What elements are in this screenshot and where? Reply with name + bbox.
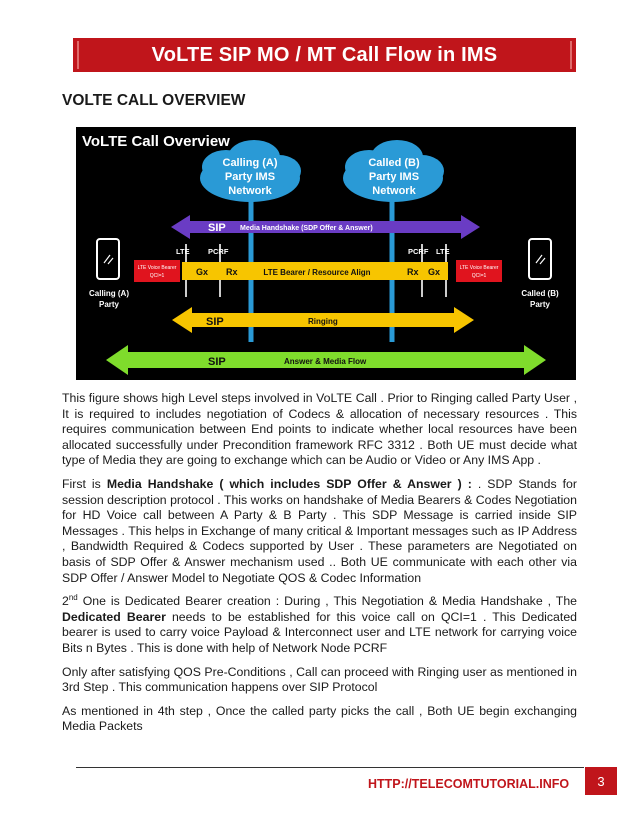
p3-a: One is Dedicated Bearer creation : During , This Negotiation & Media Handshake , The — [77, 594, 577, 609]
party-b-line2: Party — [529, 300, 551, 309]
title-banner — [73, 38, 576, 72]
cloud-a-line3: Network — [228, 185, 272, 197]
p2-post: . SDP Stands for session description protocol . This works on handshake of Media Bearers & Codes Negotiation for HD Voice call between A Party & B Party . This SDP Message is carried inside SIP Messages . This helps in Exchange of many critical & Important messages such as IP Address , Bandwidth Required & Codecs supported by User . These parameters are Negotiated on basis of SDP Offer & Answer mechanism used .. Both UE communicate with each other via SDP Offer / Answer Model to Negotiate QOS & Codec Information — [62, 476, 577, 585]
pcrf-right-label: PCRF — [408, 247, 429, 256]
cloud-b-line3: Network — [372, 185, 416, 197]
page-title: VoLTE SIP MO / MT Call Flow in IMS — [151, 43, 498, 66]
rx-right-label: Rx — [407, 267, 419, 277]
paragraph-5: As mentioned in 4th step , Once the called party picks the call , Both UE begin exchanging Media Packets — [62, 703, 577, 734]
bearer-left-line2: QCI=1 — [149, 273, 165, 279]
phone-b-icon — [529, 239, 551, 279]
page-number: 3 — [585, 767, 617, 795]
footer-link[interactable]: HTTP://TELECOMTUTORIAL.INFO — [368, 777, 570, 791]
pcrf-left-label: PCRF — [208, 247, 229, 256]
arrow3-sip-label: SIP — [206, 316, 224, 328]
cloud-a-line2: Party IMS — [224, 171, 276, 183]
party-a-line2: Party — [98, 300, 120, 309]
phone-a-icon — [97, 239, 119, 279]
paragraph-2 — [62, 477, 577, 586]
arrow1-label: Media Handshake (SDP Offer & Answer) — [240, 225, 373, 232]
gx-right-label: Gx — [428, 267, 441, 277]
arrow4-label: Answer & Media Flow — [284, 357, 367, 366]
lte-left-label: LTE — [176, 247, 190, 256]
arrow2-label: LTE Bearer / Resource Align — [263, 268, 371, 277]
bearer-left-line1: LTE Voice Bearer — [137, 265, 177, 271]
p2-bold: Media Handshake ( which includes SDP Offer & Answer ) : — [106, 476, 472, 491]
lte-right-label: LTE — [436, 247, 450, 256]
party-a-line1: Calling (A) — [89, 289, 129, 298]
p2-pre: First is — [62, 476, 107, 491]
bearer-right-line2: QCI=1 — [471, 273, 487, 279]
cloud-a-line1: Calling (A) — [222, 157, 278, 169]
cloud-b-line1: Called (B) — [368, 157, 420, 169]
body-text — [62, 391, 577, 743]
party-b-line1: Called (B) — [521, 289, 559, 298]
p3-b: needs to be established for this voice call on QCI=1 . This Dedicated bearer is used to carry voice Payload & Interconnect user and LTE network for carrying voice Bits n Bytes . This is done with help of Network Node PCRF — [62, 609, 577, 655]
paragraph-3 — [62, 594, 577, 656]
section-heading: VOLTE CALL OVERVIEW — [62, 92, 246, 109]
banner-left-rule — [77, 41, 89, 69]
arrow3-label: Ringing — [308, 317, 338, 326]
footer-divider — [76, 767, 584, 768]
arrow4-sip-label: SIP — [208, 356, 226, 368]
cloud-b-line2: Party IMS — [368, 171, 420, 183]
gx-left-label: Gx — [196, 267, 209, 277]
p3-num: 2 — [62, 594, 69, 609]
rx-left-label: Rx — [226, 267, 238, 277]
paragraph-1: This figure shows high Level steps involved in VoLTE Call . Prior to Ringing called Party User , It is required to includes negotiation of Codecs & allocation of necessary resources . This requires communication between End points to indicate whether local resources have been allocated successfully under Precondition framework RFC 3312 . Both UE must decide what type of Media they are going to exchange which can be Audio or Video or Any IMS App . — [62, 391, 577, 468]
banner-right-rule — [560, 41, 572, 69]
figure-diagram — [76, 127, 576, 380]
figure-title: VoLTE Call Overview — [82, 133, 230, 150]
arrow1-sip-label: SIP — [208, 222, 226, 234]
paragraph-4: Only after satisfying QOS Pre-Conditions , Call can proceed with Ringing user as mentioned in 3rd Step . This communication happens over SIP Protocol — [62, 664, 577, 695]
p3-bold: Dedicated Bearer — [62, 609, 166, 624]
bearer-right-line1: LTE Voice Bearer — [459, 265, 499, 271]
volte-call-overview-figure — [76, 127, 576, 380]
p3-sup: nd — [68, 593, 78, 603]
